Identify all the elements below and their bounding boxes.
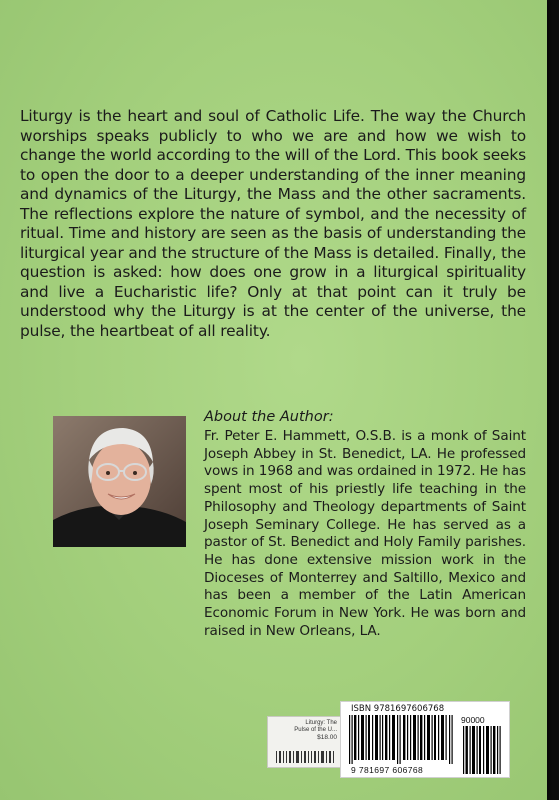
price-sticker	[267, 716, 342, 768]
about-author-heading: About the Author:	[204, 409, 334, 425]
author-bio: Fr. Peter E. Hammett, O.S.B. is a monk of Saint Joseph Abbey in St. Benedict, LA. He professed vows in 1968 and was ordained in 1972. He has spent most of his priestly life teaching in the Philosophy and Theology departments of Saint Joseph Seminary College. He has served as a pastor of St. Benedict and Holy Family parishes. He has done extensive mission work in the Dioceses of Monterrey and Saltillo, Mexico and has been a member of the Latin American Economic Forum in New York. He was born and raised in New Orleans, LA.	[204, 428, 526, 639]
author-portrait-illustration	[53, 416, 186, 547]
isbn-barcode-icon	[349, 715, 453, 764]
sticker-price: $18.00	[317, 734, 337, 742]
barcode-price-code: 90000	[461, 715, 485, 725]
isbn-label: ISBN 9781697606768	[351, 704, 445, 714]
price-addon-barcode-icon	[463, 726, 501, 774]
sticker-title-line2: Pulse of the U...	[294, 727, 337, 734]
isbn-barcode-box	[340, 701, 510, 778]
sticker-title-line1: Liturgy: The	[305, 720, 337, 726]
book-description: Liturgy is the heart and soul of Catholic Life. The way the Church worships speaks publicly to who we are and how we wish to change the world according to the will of the Lord. This book seeks to open the door to a deeper understanding of the inner meaning and dynamics of the Liturgy, the Mass and the other sacraments. The reflections explore the nature of symbol, and the necessity of ritual. Time and history are seen as the basis of understanding the liturgical year and the structure of the Mass is detailed. Finally, the question is asked: how does one grow in a liturgical spirituality and live a Eucharistic life? Only at that point can it truly be understood why the Liturgy is at the center of the universe, the pulse, the heartbeat of all reality.	[20, 107, 526, 340]
isbn-digits: 9 781697 606768	[351, 765, 424, 775]
author-photo-icon	[53, 416, 186, 547]
sticker-barcode-icon	[276, 751, 334, 763]
